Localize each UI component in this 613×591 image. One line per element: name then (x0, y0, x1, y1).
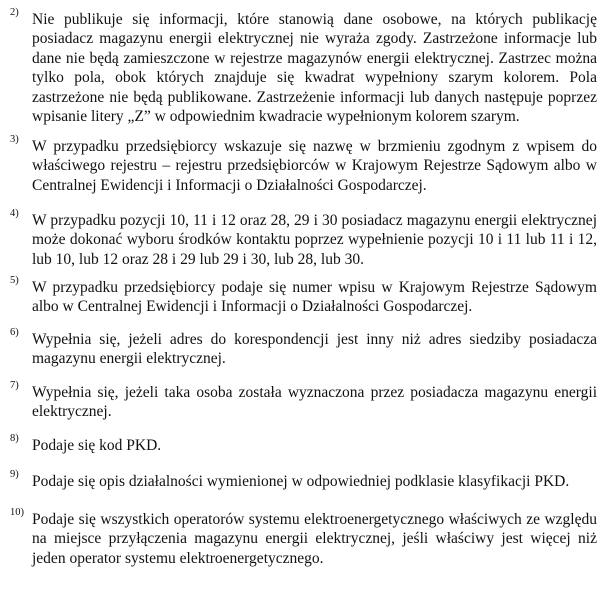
footnote-mark: 6) (10, 327, 19, 338)
footnote-mark: 2) (10, 7, 19, 18)
footnote-text: Wypełnia się, jeżeli taka osoba została wyznaczona przez posiadacza magazynu energii elektrycznej. (32, 384, 597, 421)
footnote-mark: 4) (10, 208, 19, 219)
footnote-mark: 7) (10, 380, 19, 391)
footnote-mark: 10) (10, 507, 24, 518)
footnote-mark: 8) (10, 433, 19, 444)
footnote-mark: 5) (10, 275, 19, 286)
footnote-text: Nie publikuje się informacji, które stanowią dane osobowe, na których publikację posiadacz magazynu energii elektrycznej nie wyraża zgody. Zastrzeżone informacje lub dane nie będą zamieszczone w rejestrze magazynów energii elektrycznej. Zastrzec można tylko pola, obok których znajduje się kwadrat wypełniony szarym kolorem. Pola zastrzeżone nie będą publikowane. Zastrzeżenie informacji lub danych następuje poprzez wpisanie litery „Z” w odpowiednim kwadracie wypełnionym kolorem szarym. (32, 11, 597, 126)
footnote-text: Wypełnia się, jeżeli adres do korespondencji jest inny niż adres siedziby posiadacza magazynu energii elektrycznej. (32, 331, 597, 368)
footnote-mark: 3) (10, 134, 19, 145)
footnote-text: Podaje się kod PKD. (32, 437, 162, 454)
footnote-text: W przypadku przedsiębiorcy podaje się numer wpisu w Krajowym Rejestrze Sądowym albo w Centralnej Ewidencji i Informacji o Działalności Gospodarczej. (32, 279, 597, 316)
footnote-text: W przypadku przedsiębiorcy wskazuje się nazwę w brzmieniu zgodnym z wpisem do właściwego rejestru – rejestru przedsiębiorców w Krajowym Rejestrze Sądowym albo w Centralnej Ewidencji i Informacji o Działalności Gospodarczej. (32, 138, 597, 194)
footnote-text: W przypadku pozycji 10, 11 i 12 oraz 28, 29 i 30 posiadacz magazynu energii elektrycznej może dokonać wyboru środków kontaktu poprzez wypełnienie pozycji 10 i 11 lub 11 i 12, lub 10, lub 12 oraz 28 i 29 lub 29 i 30, lub 28, lub 30. (32, 212, 597, 268)
footnote-text: Podaje się opis działalności wymienionej w odpowiedniej podklasie klasyfikacji PKD. (32, 473, 570, 490)
footnote-text: Podaje się wszystkich operatorów systemu elektroenergetycznego właściwych ze względu na miejsce przyłączenia magazynu energii elektrycznej, jeśli właściwy jest więcej niż jeden operator systemu elektroenergetycznego. (32, 511, 597, 567)
footnote-mark: 9) (10, 469, 19, 480)
